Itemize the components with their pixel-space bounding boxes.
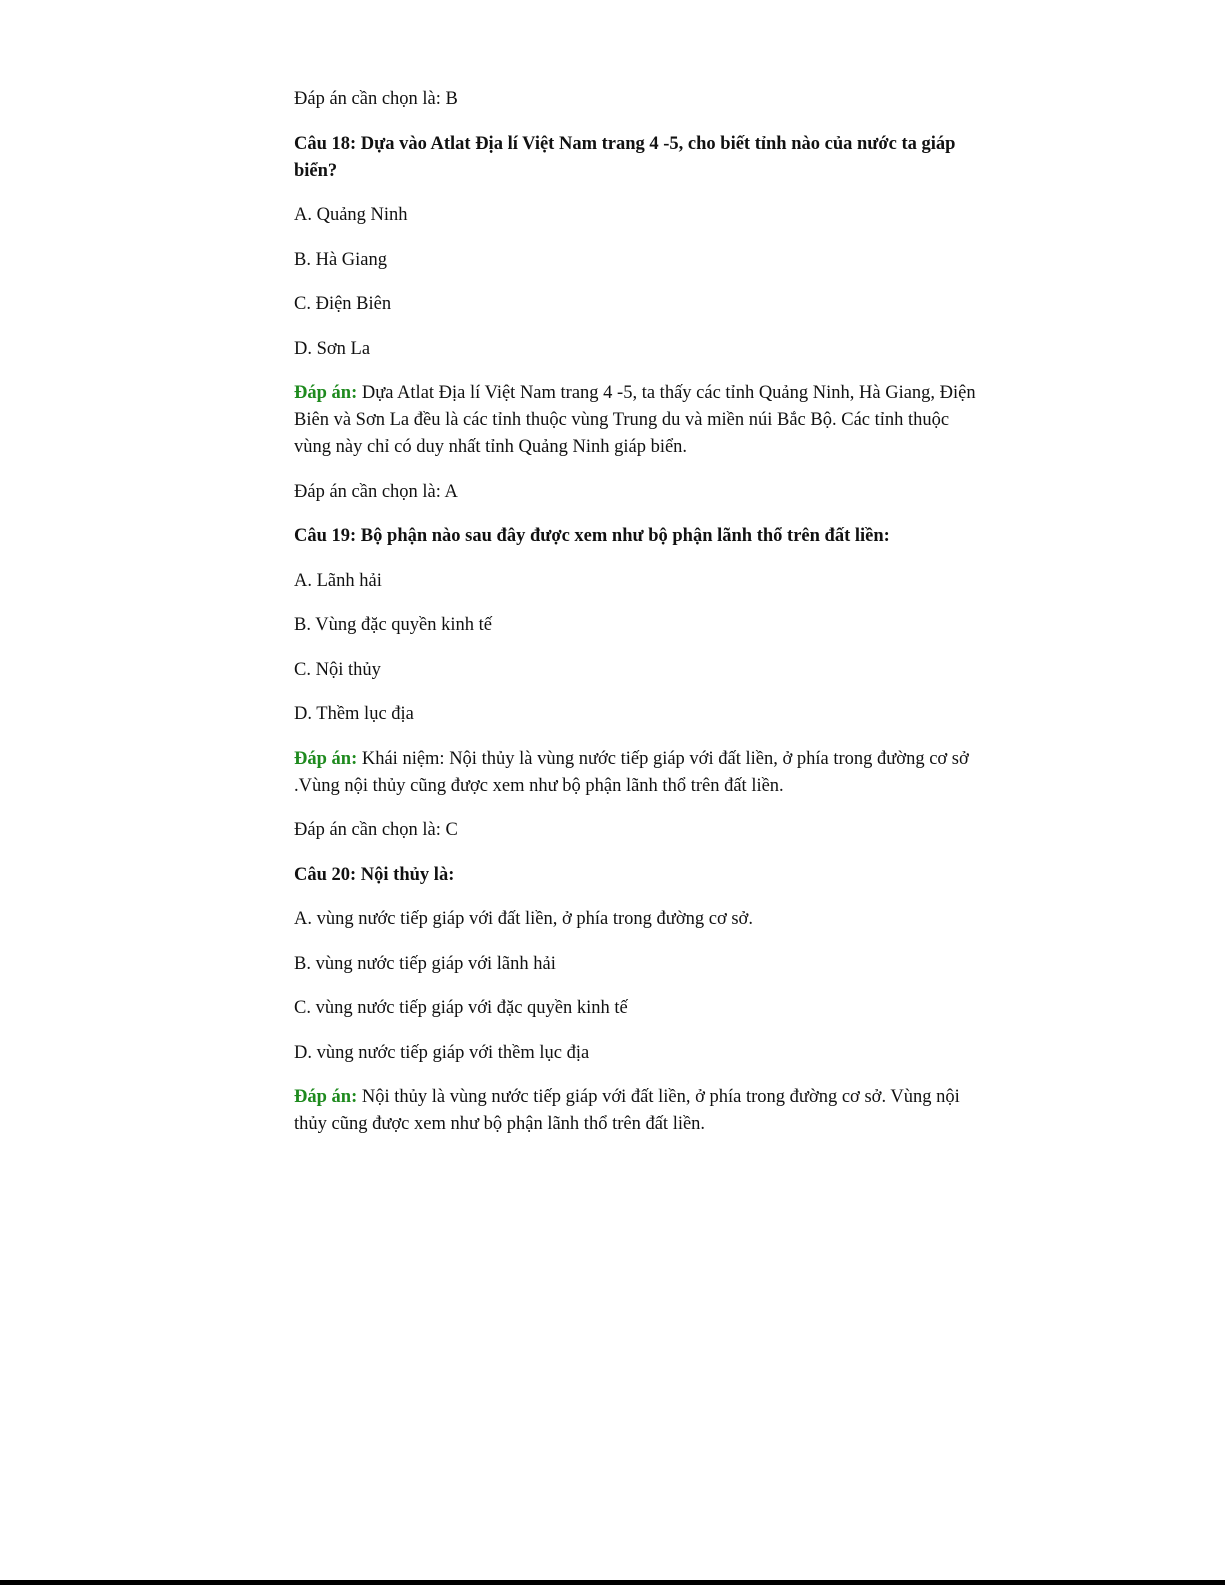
question-20-option-b: B. vùng nước tiếp giáp với lãnh hải — [294, 953, 556, 974]
document-content — [294, 86, 986, 1156]
answer-choice-line: Đáp án cần chọn là: A — [294, 481, 458, 502]
answer-choice-line: Đáp án cần chọn là: B — [294, 89, 458, 109]
question-19-option-c: C. Nội thủy — [294, 659, 381, 680]
question-19-option-b: B. Vùng đặc quyền kinh tế — [294, 615, 492, 635]
explanation-text: Khái niệm: Nội thủy là vùng nước tiếp giáp với đất liền, ở phía trong đường cơ sở .Vùng nội thủy cũng được xem như bộ phận lãnh thổ trên đất liền. — [294, 748, 969, 796]
question-19-explanation — [294, 746, 986, 800]
question-20-option-a: A. vùng nước tiếp giáp với đất liền, ở phía trong đường cơ sở. — [294, 909, 753, 929]
question-18-explanation — [294, 380, 986, 461]
explanation-text: Nội thủy là vùng nước tiếp giáp với đất liền, ở phía trong đường cơ sở. Vùng nội thủy cũng được xem như bộ phận lãnh thổ trên đất liền. — [294, 1087, 960, 1134]
answer-choice-line: Đáp án cần chọn là: C — [294, 820, 458, 840]
question-18-option-b: B. Hà Giang — [294, 249, 387, 270]
answer-label: Đáp án: — [294, 748, 358, 769]
question-20-option-d: D. vùng nước tiếp giáp với thềm lục địa — [294, 1042, 590, 1063]
answer-label: Đáp án: — [294, 1087, 358, 1107]
question-20-explanation — [294, 1084, 986, 1138]
explanation-text: Dựa Atlat Địa lí Việt Nam trang 4 -5, ta thấy các tỉnh Quảng Ninh, Hà Giang, Điện Biên và Sơn La đều là các tỉnh thuộc vùng Trung du và miền núi Bắc Bộ. Các tỉnh thuộc vùng này chỉ có duy nhất tỉnh Quảng Ninh giáp biển. — [294, 383, 976, 457]
question-19-title: Câu 19: Bộ phận nào sau đây được xem như bộ phận lãnh thổ trên đất liền: — [294, 526, 890, 546]
question-19-option-d: D. Thềm lục địa — [294, 704, 414, 724]
question-20-title: Câu 20: Nội thủy là: — [294, 864, 455, 885]
question-19-option-a: A. Lãnh hải — [294, 570, 382, 591]
page-bottom-border — [0, 1580, 1225, 1585]
question-18-option-c: C. Điện Biên — [294, 294, 392, 314]
question-18-option-d: D. Sơn La — [294, 338, 371, 359]
question-18-title: Câu 18: Dựa vào Atlat Địa lí Việt Nam trang 4 -5, cho biết tỉnh nào của nước ta giáp biển? — [294, 133, 956, 181]
question-18-option-a: A. Quảng Ninh — [294, 205, 408, 225]
question-20-option-c: C. vùng nước tiếp giáp với đặc quyền kinh tế — [294, 998, 628, 1018]
answer-label: Đáp án: — [294, 383, 358, 403]
